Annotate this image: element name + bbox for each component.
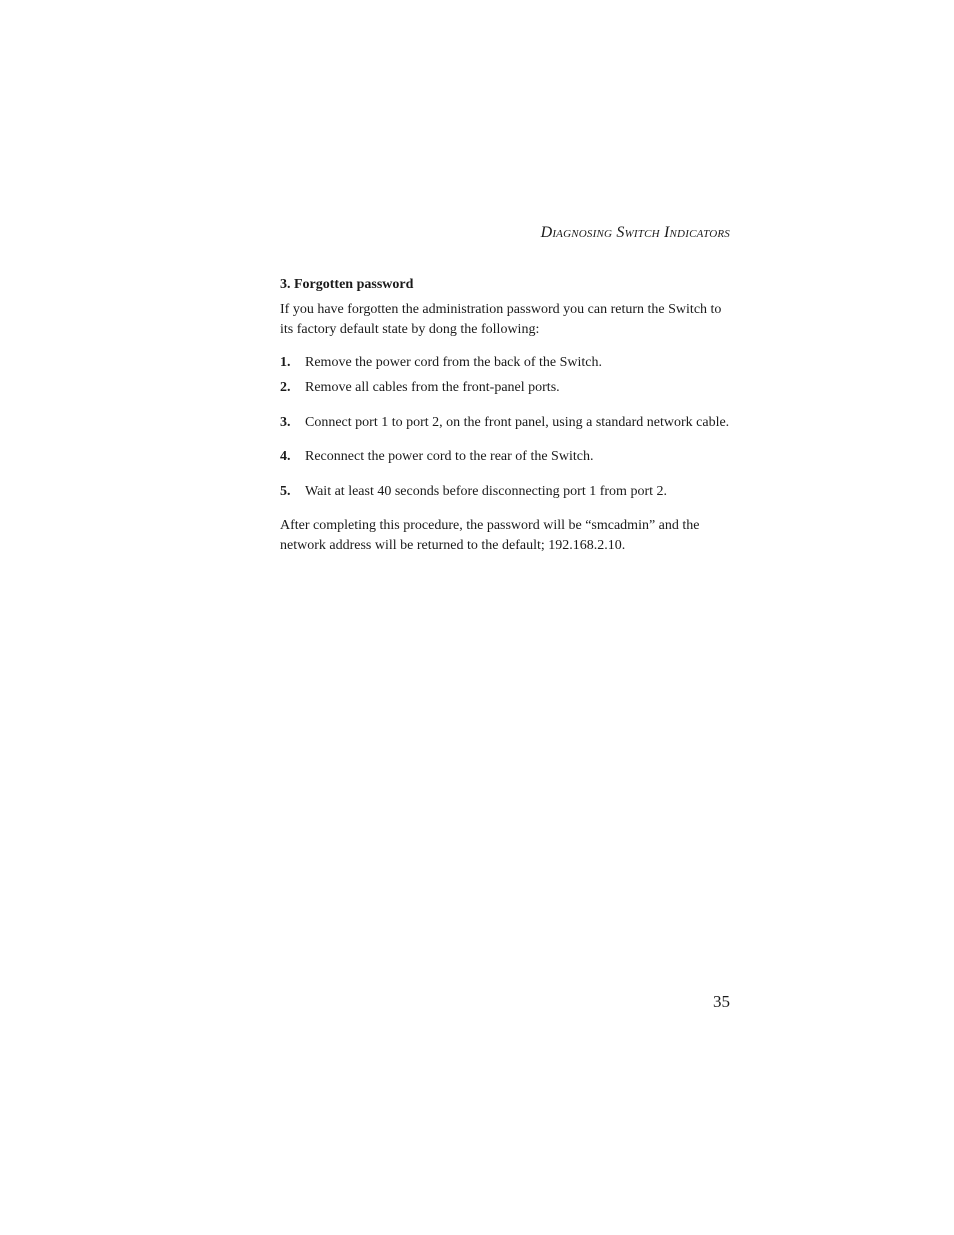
step-number: 2. bbox=[280, 380, 291, 395]
step-item bbox=[280, 413, 732, 433]
step-text: Wait at least 40 seconds before disconnecting port 1 from port 2. bbox=[305, 484, 667, 499]
step-text: Remove the power cord from the back of the Switch. bbox=[305, 355, 603, 370]
page-number: 35 bbox=[713, 992, 730, 1011]
procedure-steps bbox=[280, 353, 732, 502]
step-text: Remove all cables from the front-panel ports. bbox=[305, 380, 560, 395]
running-header: Diagnosing Switch Indicators bbox=[540, 224, 730, 241]
step-number: 4. bbox=[280, 449, 291, 464]
step-item bbox=[280, 353, 732, 373]
step-text: Connect port 1 to port 2, on the front panel, using a standard network cable. bbox=[305, 415, 730, 430]
step-number: 5. bbox=[280, 484, 291, 499]
step-number: 3. bbox=[280, 415, 291, 430]
step-item bbox=[280, 482, 732, 502]
section-heading: 3. Forgotten password bbox=[280, 277, 414, 292]
step-item bbox=[280, 378, 732, 398]
outro-paragraph: After completing this procedure, the password will be “smcadmin” and the network address will be returned to the default; 192.168.2.10. bbox=[280, 518, 700, 553]
step-number: 1. bbox=[280, 355, 291, 370]
intro-paragraph: If you have forgotten the administration password you can return the Switch to its factory default state by dong the following: bbox=[280, 302, 722, 337]
step-item bbox=[280, 447, 732, 467]
section-content bbox=[280, 276, 732, 556]
step-text: Reconnect the power cord to the rear of the Switch. bbox=[305, 449, 594, 464]
